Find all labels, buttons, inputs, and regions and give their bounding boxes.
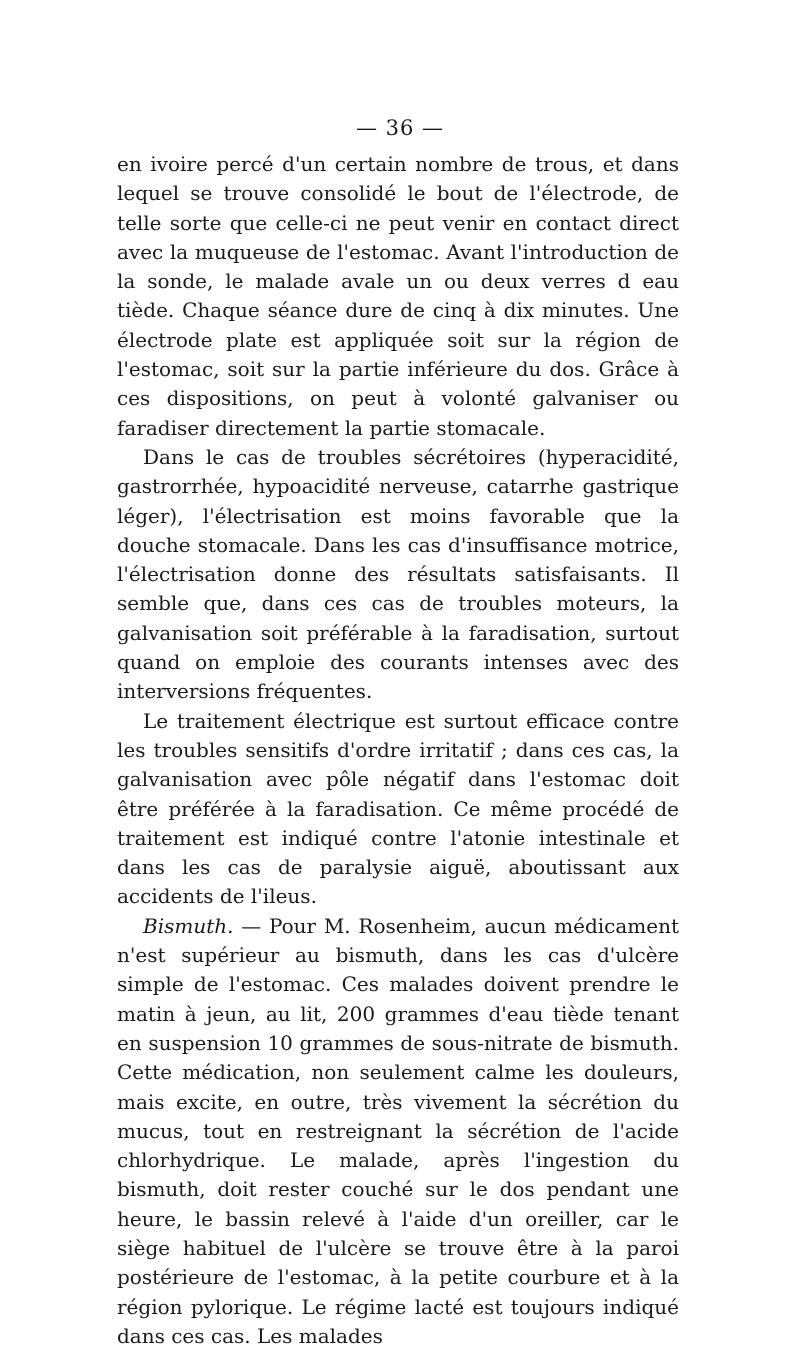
body-text xyxy=(117,150,679,1351)
paragraph-lead-bismuth: Bismuth. xyxy=(143,913,234,938)
paragraph-3: Le traitement électrique est surtout efficace contre les troubles sensitifs d'ordre irritatif ; dans ces cas, la galvanisation avec pôle négatif dans l'estomac doit être préférée à la faradisation. Ce même procédé de traitement est indiqué contre l'atonie intestinale et dans les cas de paralysie aiguë, aboutissant aux accidents de l'ileus. xyxy=(117,708,679,909)
paragraph-2: Dans le cas de troubles sécrétoires (hyperacidité, gastrorrhée, hypoacidité nerveuse, catarrhe gastrique léger), l'électrisation est moins favorable que la douche stomacale. Dans les cas d'insuffisance motrice, l'électrisation donne des résultats satisfaisants. Il semble que, dans ces cas de troubles moteurs, la galvanisation soit préférable à la faradisation, surtout quand on emploie des courants intenses avec des interversions fréquentes. xyxy=(117,444,679,704)
page-number: — 36 — xyxy=(355,116,445,140)
paragraph-4-text: — Pour M. Rosenheim, aucun médicament n'est supérieur au bismuth, dans les cas d'ulcère simple de l'estomac. Ces malades doivent prendre le matin à jeun, au lit, 200 grammes d'eau tiède tenant en suspension 10 grammes de sous-nitrate de bismuth. Cette médication, non seulement calme les douleurs, mais excite, en outre, très vivement la sécrétion du mucus, tout en restreignant la sécrétion de l'acide chlorhydrique. Le malade, après l'ingestion du bismuth, doit rester couché sur le dos pendant une heure, le bassin relevé à l'aide d'un oreiller, car le siège habituel de l'ulcère se trouve être à la paroi postérieure de l'estomac, à la petite courbure et à la région pylorique. Le régime lacté est toujours indiqué dans ces cas. Les malades xyxy=(117,913,679,1348)
paragraph-1: en ivoire percé d'un certain nombre de trous, et dans lequel se trouve consolidé le bout de l'électrode, de telle sorte que celle-ci ne peut venir en contact direct avec la muqueuse de l'estomac. Avant l'introduction de la sonde, le malade avale un ou deux verres d eau tiède. Chaque séance dure de cinq à dix minutes. Une électrode plate est appliquée soit sur la région de l'estomac, soit sur la partie inférieure du dos. Grâce à ces dispositions, on peut à volonté galvaniser ou faradiser directement la partie stomacale. xyxy=(117,152,679,440)
paragraph-4 xyxy=(117,912,679,1351)
